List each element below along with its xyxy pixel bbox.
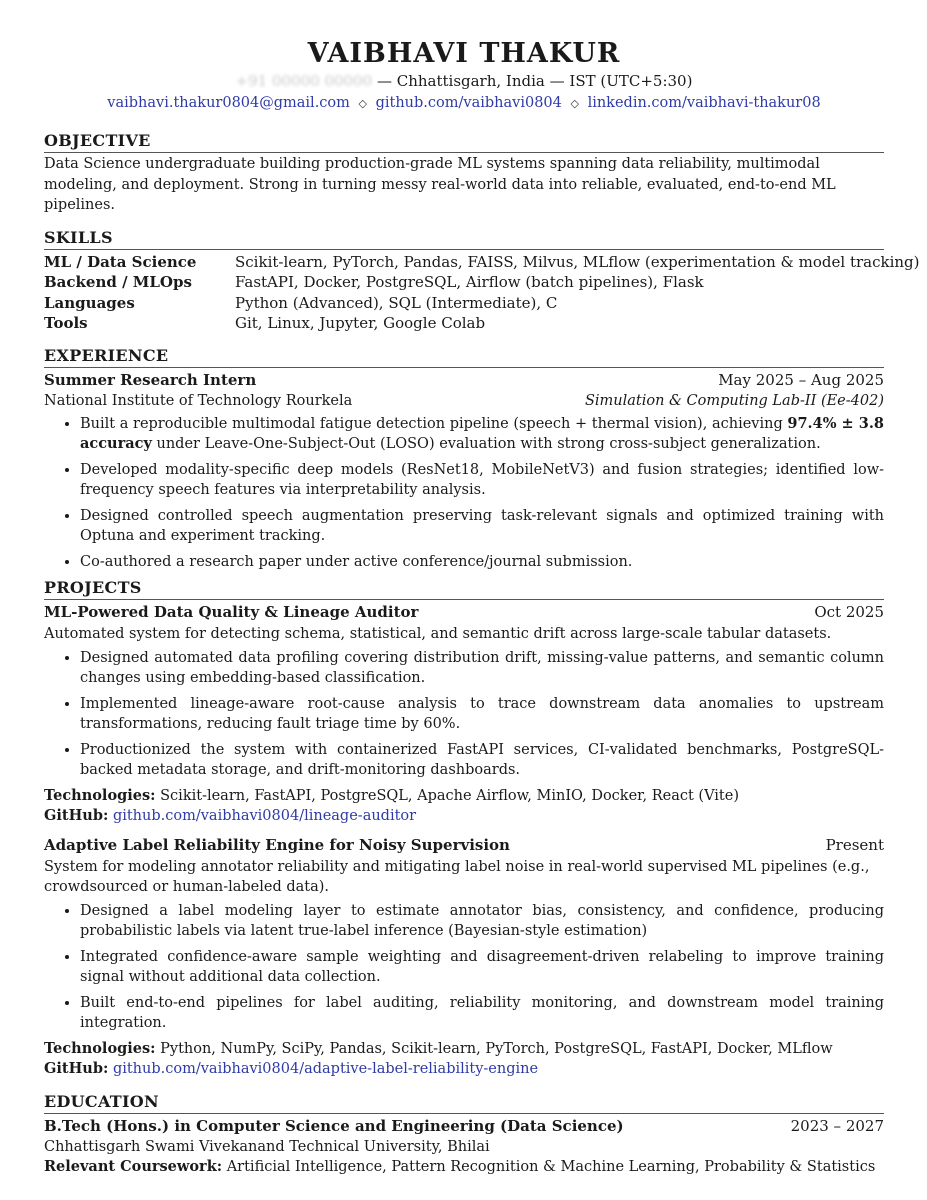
project-technologies [44,786,884,807]
technologies-list: Python, NumPy, SciPy, Pandas, Scikit-learn, PyTorch, PostgreSQL, FastAPI, Docker, MLflow [160,1040,833,1057]
project-title: ML-Powered Data Quality & Lineage Auditor [44,603,419,621]
job-dates: May 2025 – Aug 2025 [718,370,884,389]
resume-page [44,38,920,1178]
coursework-label: Relevant Coursework: [44,1158,223,1175]
linkedin-profile-link[interactable]: linkedin.com/vaibhavi-thakur08 [587,95,821,111]
coursework-list: Artificial Intelligence, Pattern Recognition & Machine Learning, Probability & Statistics [226,1159,876,1175]
job-title: Summer Research Intern [44,370,257,389]
project-summary: Automated system for detecting schema, statistical, and semantic drift across large-scale tabular datasets. [44,626,832,642]
email-link[interactable]: vaibhavi.thakur0804@gmail.com [107,95,350,111]
degree: B.Tech (Hons.) in Computer Science and Engineering (Data Science) [44,1116,624,1135]
projects-heading: PROJECTS [44,578,884,600]
diamond-separator-icon: ◇ [570,97,579,110]
github-label: GitHub: [44,807,109,824]
experience-entry-header [44,370,884,391]
project-bullets [44,648,884,781]
skill-category: Languages [44,293,135,312]
experience-heading: EXPERIENCE [44,346,884,368]
project-bullets [44,901,884,1034]
project-summary: System for modeling annotator reliability and mitigating label noise in real-world supervised ML pipelines (e.g., crowdsourced or human-labeled data). [44,858,870,895]
education-entry-header [44,1116,884,1137]
list-item: • Designed automated data profiling covering distribution drift, missing-value patterns, and semantic column changes using embedding-based classification. [80,648,884,689]
technologies-label: Technologies: [44,786,156,804]
technologies-list: Scikit-learn, FastAPI, PostgreSQL, Apache Airflow, MinIO, Docker, React (Vite) [160,787,739,804]
coursework [44,1157,884,1178]
skills-heading: SKILLS [44,228,884,250]
list-item: • Built end-to-end pipelines for label auditing, reliability monitoring, and downstream model training integration. [80,993,884,1034]
education-dates: 2023 – 2027 [790,1116,884,1135]
project-header [44,835,884,856]
objective-heading: OBJECTIVE [44,131,884,153]
bullet-text: under Leave-One-Subject-Out (LOSO) evaluation with strong cross-subject generalization. [151,436,821,452]
skill-values: Scikit-learn, PyTorch, Pandas, FAISS, Milvus, MLflow (experimentation & model tracking) [235,252,920,271]
skills-table [44,252,920,334]
project-title: Adaptive Label Reliability Engine for Noisy Supervision [44,835,510,854]
bullet-text: Built a reproducible multimodal fatigue detection pipeline (speech + thermal vision), achieving [80,415,788,432]
project-technologies [44,1039,884,1060]
skills-row [44,252,920,273]
project-date: Present [825,835,884,854]
project-header [44,602,884,623]
list-item: • Implemented lineage-aware root-cause analysis to trace downstream data anomalies to upstream transformations, reducing fault triage time by 60%. [80,694,884,735]
organization: National Institute of Technology Rourkela [44,392,353,409]
skills-row [44,313,884,334]
list-item: • Designed controlled speech augmentation preserving task-relevant signals and optimized training with Optuna and experiment tracking. [80,506,884,547]
list-item: • Productionized the system with containerized FastAPI services, CI-validated benchmarks, PostgreSQL-backed metadata storage, and drift-monitoring dashboards. [80,740,884,781]
objective-text: Data Science undergraduate building production-grade ML systems spanning data reliability, multimodal modeling, and deployment. Strong in turning messy real-world data into reliable, evaluated, end-to-end ML pipelines. [44,156,836,213]
skill-values: Python (Advanced), SQL (Intermediate), C [235,293,558,312]
experience-bullets [44,414,884,573]
list-item [80,414,884,455]
accuracy-highlight: 97.4% ± 3.8 accuracy [80,414,884,452]
list-item: • Designed a label modeling layer to estimate annotator bias, consistency, and confidence, producing probabilistic labels via latent true-label inference (Bayesian-style estimation) [80,901,884,942]
project-github-link[interactable]: github.com/vaibhavi0804/lineage-auditor [112,808,417,824]
project-date: Oct 2025 [814,603,884,621]
location-timezone: — Chhattisgarh, India — IST (UTC+5:30) [372,72,693,90]
skill-category: Backend / MLOps [44,273,192,291]
links-line [44,92,884,115]
skill-values: Git, Linux, Jupyter, Google Colab [235,314,486,332]
skills-row [44,272,884,293]
candidate-name: VAIBHAVI THAKUR [307,38,621,69]
project-github [44,806,884,827]
contact-line [44,70,884,92]
project-github [44,1059,884,1080]
technologies-label: Technologies: [44,1039,156,1057]
skill-category: Tools [44,314,88,332]
experience-entry-subheader [44,391,884,411]
university: Chhattisgarh Swami Vivekanand Technical University, Bhilai [44,1138,490,1155]
list-item: • Developed modality-specific deep models (ResNet18, MobileNetV3) and fusion strategies; identified low-frequency speech features via interpretability analysis. [80,460,884,501]
github-profile-link[interactable]: github.com/vaibhavi0804 [375,95,562,111]
list-item: • Integrated confidence-aware sample weighting and disagreement-driven relabeling to improve training signal without additional data collection. [80,947,884,988]
lab-name: Simulation & Computing Lab-II (Ee-402) [584,392,884,409]
github-label: GitHub: [44,1060,109,1077]
skill-category: ML / Data Science [44,252,197,271]
diamond-separator-icon: ◇ [358,97,367,110]
skill-values: FastAPI, Docker, PostgreSQL, Airflow (batch pipelines), Flask [235,273,704,291]
skills-row [44,293,884,314]
education-heading: EDUCATION [44,1092,884,1114]
phone-number-redacted: +91 00000 00000 [235,72,373,90]
project-github-link[interactable]: github.com/vaibhavi0804/adaptive-label-reliability-engine [112,1061,539,1077]
list-item: • Co-authored a research paper under active conference/journal submission. [80,552,884,573]
